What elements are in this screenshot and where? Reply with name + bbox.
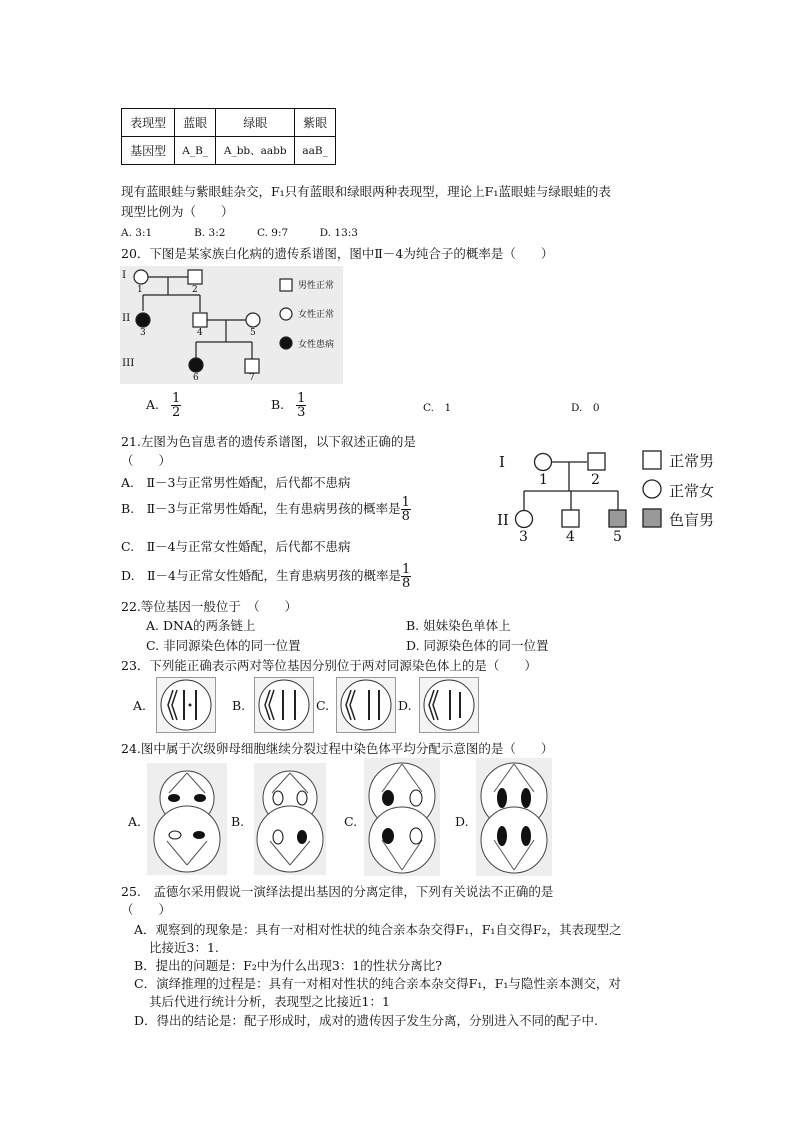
gen-label: II: [122, 312, 131, 324]
individual-number: 4: [566, 529, 575, 545]
individual-number: 5: [613, 529, 622, 545]
q23-stem: 23．下列能正确表示两对等位基因分别位于两对同源染色体上的是（ ）: [121, 658, 537, 673]
q20-option-d: D. 0: [571, 402, 600, 414]
chromosome-cell-icon: [157, 678, 215, 732]
fraction: [171, 392, 181, 419]
individual-number: 3: [519, 529, 528, 545]
gen-label: II: [497, 511, 509, 529]
q21-option-b: [121, 496, 411, 523]
q23-label-b: B.: [232, 698, 246, 713]
dividing-cell-icon: [364, 758, 440, 876]
q21-option-a: A. Ⅱ－3与正常男性婚配，后代都不患病: [121, 475, 351, 490]
fraction-numerator: 1: [401, 495, 410, 510]
fraction-denominator: 8: [402, 576, 411, 591]
option-text: B. Ⅱ－3与正常男性婚配，生有患病男孩的概率是: [121, 501, 401, 516]
phenotype-table: [121, 108, 336, 165]
individual-number: 3: [140, 328, 146, 338]
individual-number: 6: [193, 373, 199, 383]
individual-number: 1: [137, 285, 143, 295]
table-cell: A_bb、aabb: [216, 137, 295, 165]
q25-option-c-line1: C．演绎推理的过程是：具有一对相对性状的纯合亲本杂交得F₁，F₁与隐性亲本测交，对: [134, 976, 621, 991]
q25-paren: （ ）: [121, 902, 172, 917]
q24-cell-image-d: [476, 758, 552, 879]
table-header-cell: 蓝眼: [175, 109, 216, 137]
fraction-numerator: 1: [172, 391, 181, 406]
table-header-cell: 绿眼: [216, 109, 295, 137]
dividing-cell-icon: [476, 758, 552, 876]
q24-cell-image-a: [147, 763, 227, 878]
legend-label: 女性正常: [298, 310, 335, 320]
individual-number: 4: [197, 328, 203, 338]
gen-label: I: [122, 269, 127, 281]
option-letter: A.: [146, 397, 160, 412]
q24-label-b: B.: [231, 814, 245, 829]
q25-stem: 25. 孟德尔采用假说一演绎法提出基因的分离定律，下列有关说法不正确的是: [121, 884, 554, 899]
fraction-denominator: 2: [172, 405, 181, 420]
q23-cell-image-b: [254, 677, 314, 733]
q24-stem: 24.图中属于次级卵母细胞继续分裂过程中染色体平均分配示意图的是（ ）: [121, 741, 554, 756]
q24-label-c: C.: [344, 814, 358, 829]
legend-label: 色盲男: [669, 511, 715, 529]
colorblind-pedigree-diagram: [495, 445, 755, 545]
dividing-cell-icon: [254, 763, 326, 875]
q25-option-b: B．提出的问题是：F₂中为什么出现3：1的性状分离比?: [134, 958, 442, 973]
q22-option-a: A. DNA的两条链上: [146, 618, 256, 633]
table-header-row: [122, 109, 336, 137]
chromosome-cell-icon: [420, 678, 478, 732]
q25-option-a-line1: A．观察到的现象是：具有一对相对性状的纯合亲本杂交得F₁，F₁自交得F₂，其表现型之: [134, 922, 622, 937]
q20-option-a: [146, 392, 181, 419]
q20-stem: 20．下图是某家族白化病的遗传系谱图，图中Ⅱ－4为纯合子的概率是（ ）: [121, 246, 554, 261]
q23-cell-image-d: [419, 677, 479, 733]
fraction-numerator: 1: [402, 562, 411, 577]
individual-number: 2: [192, 285, 198, 295]
q23-cell-image-c: [336, 677, 396, 733]
table-cell: 基因型: [122, 137, 175, 165]
q24-label-d: D.: [455, 814, 469, 829]
gen-label: I: [499, 453, 505, 471]
gen-label: III: [122, 357, 135, 369]
individual-number: 7: [249, 373, 255, 383]
table-header-cell: 表现型: [122, 109, 175, 137]
legend-label: 正常女: [669, 482, 715, 500]
fraction-numerator: 1: [297, 391, 306, 406]
q21-pedigree: [495, 445, 755, 545]
individual-number: 5: [250, 328, 256, 338]
legend-label: 女性患病: [298, 340, 335, 350]
option-text: D. Ⅱ－4与正常女性婚配，生育患病男孩的概率是: [121, 568, 401, 583]
q20-pedigree: [120, 266, 343, 384]
q19-text-line1: 现有蓝眼蛙与紫眼蛙杂交，F₁只有蓝眼和绿眼两种表现型，理论上F₁蓝眼蛙与绿眼蛙的表: [121, 184, 611, 199]
chromosome-cell-icon: [337, 678, 395, 732]
q25-option-a-line2: 比接近3：1.: [149, 940, 219, 955]
q21-option-d: [121, 563, 411, 590]
q21-stem: 21.左图为色盲患者的遗传系谱图，以下叙述正确的是: [121, 434, 416, 449]
q22-option-c: C. 非同源染色体的同一位置: [146, 638, 301, 653]
chromosome-cell-icon: [255, 678, 313, 732]
q23-label-c: C.: [316, 698, 330, 713]
table-cell: A_B_: [175, 137, 216, 165]
q22-option-d: D. 同源染色体的同一位置: [406, 638, 549, 653]
fraction-denominator: 8: [401, 509, 410, 524]
q23-cell-image-a: [156, 677, 216, 733]
individual-number: 2: [591, 472, 600, 488]
q25-option-c-line2: 其后代进行统计分析，表现型之比接近1：1: [149, 994, 390, 1009]
q19-options: A. 3:1 B. 3:2 C. 9:7 D. 13:3: [121, 227, 358, 239]
dividing-cell-icon: [147, 763, 227, 875]
q23-label-a: A.: [133, 698, 147, 713]
q24-cell-image-c: [364, 758, 440, 879]
q20-option-b: [271, 392, 306, 419]
q20-option-c: C. 1: [423, 402, 452, 414]
fraction: [401, 496, 411, 523]
q22-option-b: B. 姐妹染色单体上: [406, 618, 511, 633]
q22-stem: 22.等位基因一般位于 （ ）: [121, 599, 298, 614]
q24-label-a: A.: [128, 814, 142, 829]
table-header-cell: 紫眼: [295, 109, 336, 137]
fraction: [401, 563, 411, 590]
fraction: [296, 392, 306, 419]
q24-cell-image-b: [254, 763, 326, 878]
table-row: [122, 137, 336, 165]
option-letter: B.: [271, 397, 285, 412]
fraction-denominator: 3: [297, 405, 306, 420]
q21-paren: （ ）: [121, 453, 172, 468]
legend-label: 男性正常: [298, 281, 335, 291]
legend-label: 正常男: [669, 452, 715, 470]
table-cell: aaB_: [295, 137, 336, 165]
q19-text-line2: 现型比例为（ ）: [121, 204, 234, 219]
q23-label-d: D.: [398, 698, 412, 713]
q25-option-d: D．得出的结论是：配子形成时，成对的遗传因子发生分离，分别进入不同的配子中.: [134, 1013, 598, 1028]
individual-number: 1: [539, 472, 548, 488]
q21-option-c: C. Ⅱ－4与正常女性婚配，后代都不患病: [121, 539, 351, 554]
